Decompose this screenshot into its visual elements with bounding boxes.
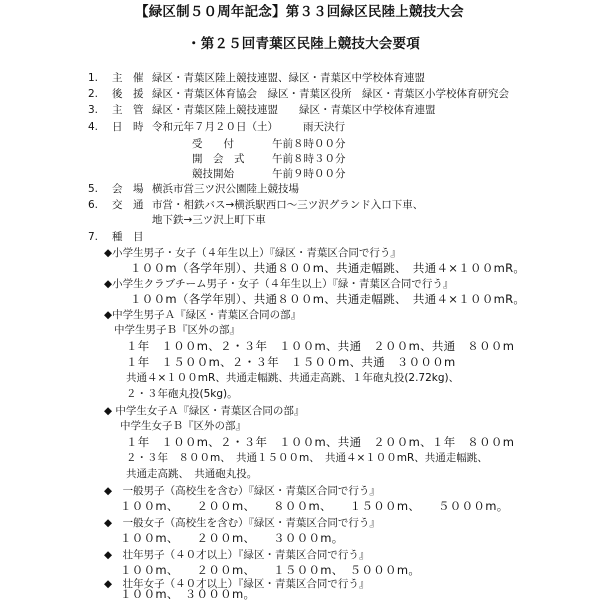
event-list-junior-girls-1: １年 １００m、２・３年 １００m、共通 ２００m、１年 ８００m (126, 435, 515, 449)
schedule-label-opening: 開 会 式 (192, 153, 245, 165)
rain-policy: 雨天決行 (303, 121, 345, 133)
transport-line-2: 地下鉄→三ツ沢上町下車 (152, 214, 266, 226)
event-list-junior-boys-3: 共通４×１００mR、共通走幅跳、共通走高跳、１年砲丸投(2.72kg)、 (126, 372, 460, 384)
event-heading-junior-girls-a: ◆ 中学生女子Ａ『緑区・青葉区合同の部』 (104, 405, 305, 417)
event-list-junior-boys-1: １年 １００m、２・３年 １００m、共通 ２００m、共通 ８００m (126, 339, 515, 353)
event-list-masters-men: １００m、 ２００m、 １５００m、 ５０００m。 (120, 563, 421, 577)
event-heading-masters-men: ◆ 壮年男子（４０才以上）『緑区・青葉区合同で行う』 (104, 549, 370, 561)
item-number-1: 1. (88, 72, 99, 84)
item-label-organizer: 主 催 (112, 72, 144, 84)
item-label-venue: 会 場 (112, 183, 144, 195)
item-number-5: 5. (88, 183, 99, 195)
item-number-3: 3. (88, 104, 99, 116)
event-heading-elementary: ◆小学生男子・女子（４年生以上）『緑区・青葉区合同で行う』 (104, 247, 401, 259)
item-number-6: 6. (88, 199, 99, 211)
item-label-management: 主 管 (112, 104, 144, 116)
document-title: 【緑区制５０周年記念】第３３回緑区民陸上競技大会 (135, 4, 464, 20)
event-heading-general-men: ◆ 一般男子（高校生を含む）『緑区・青葉区合同で行う』 (104, 485, 380, 497)
item-label-datetime: 日 時 (112, 121, 144, 133)
item-text-support: 緑区・青葉区体育協会 緑区・青葉区役所 緑区・青葉区小学校体育研究会 (152, 88, 509, 100)
event-heading-junior-girls-b: 中学生女子Ｂ『区外の部』 (120, 420, 246, 432)
item-text-venue: 横浜市営三ツ沢公園陸上競技場 (152, 183, 299, 195)
schedule-time-opening: 午前８時３０分 (272, 153, 346, 165)
item-label-support: 後 援 (112, 88, 144, 100)
event-list-junior-girls-2: ２・３年 ８００m、 共通１５００m、 共通４×１００mR、共通走幅跳、 (126, 452, 488, 464)
event-heading-elementary-club: ◆小学生クラブチーム男子・女子（４年生以上）『緑・青葉区合同で行う』 (104, 278, 454, 290)
item-text-management: 緑区・青葉区陸上競技連盟 緑区・青葉区中学校体育連盟 (152, 104, 436, 116)
item-label-transport: 交 通 (112, 199, 144, 211)
event-list-elementary-club: １００m（各学年別）、共通８００m、共通走幅跳、 共通４×１００mR。 (130, 292, 526, 306)
event-list-general-men: １００m、 ２００m、 ８００m、 １５００m、 ５０００m。 (120, 499, 509, 513)
item-label-events: 種 目 (112, 231, 144, 243)
item-text-organizer: 緑区・青葉区陸上競技連盟、緑区・青葉区中学校体育連盟 (152, 72, 425, 84)
event-list-junior-boys-2: １年 １５００m、２・３年 １５００m、共通 ３０００m (126, 355, 456, 369)
event-heading-junior-boys-a: ◆中学生男子Ａ『緑区・青葉区合同の部』 (104, 309, 302, 321)
event-heading-junior-boys-b: 中学生男子Ｂ『区外の部』 (114, 324, 240, 336)
event-heading-general-women: ◆ 一般女子（高校生を含む）『緑区・青葉区合同で行う』 (104, 517, 380, 529)
event-date: 令和元年７月２０日（土） (152, 121, 278, 133)
event-list-junior-boys-4: ２・３年砲丸投(5kg)。 (126, 388, 238, 400)
item-number-4: 4. (88, 121, 99, 133)
event-list-masters-women: １００m、 ３０００m。 (120, 587, 256, 601)
schedule-label-reception: 受 付 (192, 138, 234, 150)
transport-line-1: 市営・相鉄バス→横浜駅西口～三ツ沢グランド入口下車、 (152, 199, 424, 211)
item-number-2: 2. (88, 88, 99, 100)
item-number-7: 7. (88, 231, 99, 243)
document-subtitle: ・第２５回青葉区民陸上競技大会要項 (187, 36, 420, 52)
schedule-label-start: 競技開始 (192, 168, 234, 180)
event-list-general-women: １００m、 ２００m、 ３０００m。 (120, 531, 344, 545)
schedule-time-reception: 午前８時００分 (272, 138, 346, 150)
schedule-time-start: 午前９時００分 (272, 168, 346, 180)
event-list-junior-girls-3: 共通走高跳、 共通砲丸投。 (126, 468, 258, 480)
event-heading-masters-women: ◆ 壮年女子（４０才以上）『緑区・青葉区合同で行う』 (104, 578, 370, 590)
event-list-elementary: １００m（各学年別）、共通８００m、共通走幅跳、 共通４×１００mR。 (130, 261, 526, 275)
